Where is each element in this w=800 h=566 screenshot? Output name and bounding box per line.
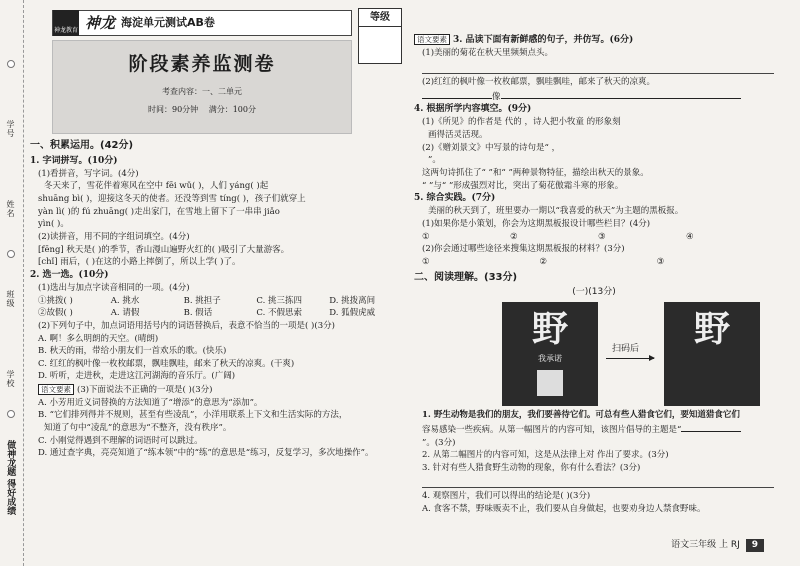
literacy-tag: 语文要素: [414, 34, 450, 45]
option[interactable]: D. 狐假虎威: [329, 308, 376, 319]
binding-gutter: [0, 0, 24, 566]
qr-code-icon: [537, 370, 563, 396]
option[interactable]: B. “它们排列得并不规则，甚至有些凌乱”，小洋用联系上下文和生活实际的方法，: [38, 410, 348, 421]
right-column: [414, 32, 774, 517]
footer-label: 语文三年级 上 RJ: [671, 539, 740, 550]
question-5-1: (1)如果你是小策划，你会为这期黑板报设计哪些栏目？(4分): [422, 219, 651, 229]
reading-question-1-b: 容易感染一些疾病。从第一幅图片的内容可知，该图片倡导的主题是“: [422, 424, 682, 435]
option-continued: 知道了句中“凌乱”的意思为“不整齐，没有秩序”。: [44, 422, 232, 433]
poster-image-1: [502, 302, 598, 406]
section-2-heading: 二、阅读理解。(33分): [414, 271, 518, 283]
fill-line-chi[interactable]: [chǐ] 雨后，( )在这的小路上摔倒了，所以上学( )了。: [38, 257, 241, 268]
passage-line[interactable]: shuāng bì( )，迎接这冬天的使者。还没等到雪 tíng( )，孩子们就穿上: [38, 194, 306, 204]
poster-caption: 我承诺: [538, 354, 562, 364]
question-4-text: 4. 根据所学内容填空。(9分): [414, 104, 532, 115]
question-4-2-features[interactable]: 这两句诗抓住了“ ”和“ ”两种景物特征，描绘出秋天的景象。: [422, 167, 649, 178]
option[interactable]: A. 啊！多么明朗的天空。(晴朗): [38, 333, 159, 344]
answer-slot[interactable]: ②: [510, 231, 518, 242]
name-label: 姓名: [6, 200, 15, 218]
answer-slot[interactable]: ③: [656, 256, 665, 267]
option[interactable]: ①挑拨( ): [38, 295, 73, 306]
option[interactable]: ②故假( ): [38, 308, 73, 319]
grade-box[interactable]: [358, 8, 402, 64]
exam-meta: [53, 105, 351, 115]
answer-line[interactable]: [422, 61, 774, 74]
answer-slots: [422, 257, 774, 268]
option[interactable]: B. 挑担子: [183, 295, 221, 306]
answer-slot[interactable]: ①: [422, 256, 430, 267]
question-5-intro: 美丽的秋天到了，班里要办一期以“我喜爱的秋天”为主题的黑板报。: [428, 206, 684, 217]
passage-line[interactable]: yàn lì( )的 fú zhuāng( )走出家门，在雪地上留下了一串串 jiǎo: [38, 206, 280, 217]
arrow-right-icon: [606, 358, 654, 359]
reading-question-1-text: 1. 野生动物是我们的朋友，我们要善待它们。可总有些人猎食它们，要知道猎食它们: [422, 410, 740, 421]
reading-question-3: 3. 针对有些人猎食野生动物的现象，你有什么看法？(3分): [422, 462, 641, 473]
title-panel: [52, 40, 352, 134]
answer-slot[interactable]: ②: [539, 256, 547, 267]
question-2-1: (1)选出与加点字读音相同的一项。(4分): [38, 283, 190, 293]
binding-hole: [7, 250, 15, 258]
poster-image-2: [664, 302, 760, 406]
time-limit: 时间：90分钟: [147, 104, 199, 114]
page-footer: [671, 539, 764, 552]
literacy-tag: 语文要素: [38, 384, 74, 395]
class-label: 班级: [6, 290, 15, 308]
reading-question-1: [422, 410, 774, 421]
question-2-3: [38, 384, 402, 396]
option[interactable]: C. 不假思索: [256, 308, 302, 319]
question-2-2: (2)下列句子中，加点词语用括号内的词语替换后，表意不恰当的一项是( )(3分): [38, 320, 335, 331]
question-5: [414, 193, 774, 204]
page-title: 阶段素养监测卷: [128, 53, 276, 75]
series-name: 海淀单元测试AB卷: [121, 16, 215, 30]
option[interactable]: D. 通过查字典，亮亮知道了“练本领”中的“练”的意思是“练习，反复学习，多次地操作”。: [38, 448, 374, 459]
question-4-1-cont: 画得活灵活现。: [428, 130, 488, 140]
option[interactable]: A. 挑水: [110, 295, 140, 306]
question-3: [414, 34, 774, 46]
fill-line-feng[interactable]: [fēng] 秋天是( )的季节，香山漫山遍野火红的( )吸引了大量游客。: [38, 244, 290, 255]
question-2-title: [30, 270, 402, 281]
grade-label: 等级: [359, 9, 401, 27]
passage-line[interactable]: yìn( )。: [38, 219, 69, 230]
question-5-2: (2)你会通过哪些途径来搜集这期黑板报的材料？(3分): [422, 244, 625, 255]
option[interactable]: D. 听听，走进秋，走进这江河湖海的音乐厅。(广阔): [38, 371, 236, 382]
question-2-label: 2. 选一选。(10分): [30, 269, 109, 280]
binding-hole: [7, 410, 15, 418]
question-4-1[interactable]: (1)《所见》的作者是 代的 ，诗人把小牧童 的形象刻: [422, 117, 621, 128]
options-row: [38, 296, 402, 307]
brand-name: 神龙: [85, 13, 116, 32]
reading-subsection: (一)(13分): [572, 287, 616, 297]
option[interactable]: A. 食客不禁，野味贩卖不止，我们要从自身做起，也要劝身边人禁食野味。: [422, 504, 706, 514]
option[interactable]: D. 挑拨离间: [329, 295, 376, 306]
reading-question-1-end: ”。(3分): [422, 437, 456, 448]
reading-question-4: 4. 观察图片，我们可以得出的结论是( )(3分): [422, 491, 591, 502]
scan-label: 扫码后: [612, 344, 640, 355]
answer-slot[interactable]: ④: [686, 231, 694, 242]
option[interactable]: A. 请假: [110, 308, 140, 319]
question-1-label: 1. 字词拼写。(10分): [30, 155, 118, 166]
reading-question-1-cont[interactable]: [422, 423, 774, 436]
reading-question-2[interactable]: 2. 从第二幅图片的内容可知，这是从法律上对 作出了要求。(3分): [422, 450, 669, 461]
binding-hole: [7, 60, 15, 68]
reading-images: [414, 302, 774, 406]
full-score: 满分：100分: [208, 104, 256, 114]
question-5-text: 5. 综合实践。(7分): [414, 193, 496, 204]
question-4-2-cont[interactable]: ”。: [428, 155, 441, 166]
gutter-slogan: 做神龙题 得好成绩: [5, 440, 16, 516]
question-1-1: (1)看拼音，写字词。(4分): [38, 168, 139, 179]
student-id-label: 学号: [6, 120, 15, 138]
answer-slot[interactable]: ①: [422, 231, 430, 242]
publisher-logo: [53, 10, 79, 36]
exam-header: [30, 6, 402, 136]
option[interactable]: B. 假话: [183, 308, 213, 319]
question-1-title: [30, 156, 402, 167]
question-1-2: (2)读拼音，用不同的字组词填空。(4分): [38, 231, 190, 242]
poster-character: 野: [531, 309, 568, 351]
question-2-3-text: (3)下面说法不正确的一项是( )(3分): [77, 385, 213, 395]
question-3-2: (2)红红的枫叶像一枚枚邮票，飘哇飘哇，邮来了秋天的凉爽。: [422, 76, 656, 87]
page-number: 9: [746, 539, 764, 552]
section-1-heading: 一、积累运用。(42分): [30, 140, 134, 151]
school-label: 学校: [6, 370, 15, 388]
option[interactable]: A. 小芳用近义词替换的方法知道了“增添”的意思为“添加”。: [38, 397, 263, 408]
answer-slot[interactable]: ③: [598, 231, 606, 242]
question-4-2-contrast[interactable]: “ ”与“ ”形成强烈对比，突出了菊花傲霜斗寒的形象。: [422, 180, 624, 191]
passage-line[interactable]: 冬天来了，雪花伴着寒风在空中 fēi wǔ( )，人们 yáng( )起: [44, 181, 269, 192]
exam-scope: 考查内容：一、二单元: [162, 86, 242, 96]
option[interactable]: C. 挑三拣四: [256, 295, 302, 306]
answer-line[interactable]: [422, 90, 774, 103]
answer-line[interactable]: [422, 475, 774, 488]
logo-caption: 神龙教育: [53, 26, 78, 34]
option[interactable]: B. 秋天的雨，带给小朋友们一首欢乐的歌。(快乐): [38, 346, 227, 357]
question-3-text: 3. 品读下面有新鲜感的句子，并仿写。(6分): [453, 35, 634, 45]
poster-character: 野: [693, 309, 730, 351]
options-row: [38, 308, 402, 319]
fill-like: 像: [492, 91, 501, 102]
answer-slots: [422, 232, 774, 243]
left-column: [30, 6, 402, 461]
question-3-1: (1)美丽的菊花在秋天里频频点头。: [422, 48, 554, 59]
option[interactable]: C. 红红的枫叶像一枚枚邮票，飘哇飘哇，邮来了秋天的凉爽。(干爽): [38, 358, 295, 369]
brand-bar: [52, 10, 352, 36]
question-4: [414, 104, 774, 115]
option[interactable]: C. 小刚觉得遇到不理解的词语时可以跳过。: [38, 435, 203, 446]
question-4-2[interactable]: (2)《赠刘景文》中写景的诗句是“ ，: [422, 142, 561, 153]
